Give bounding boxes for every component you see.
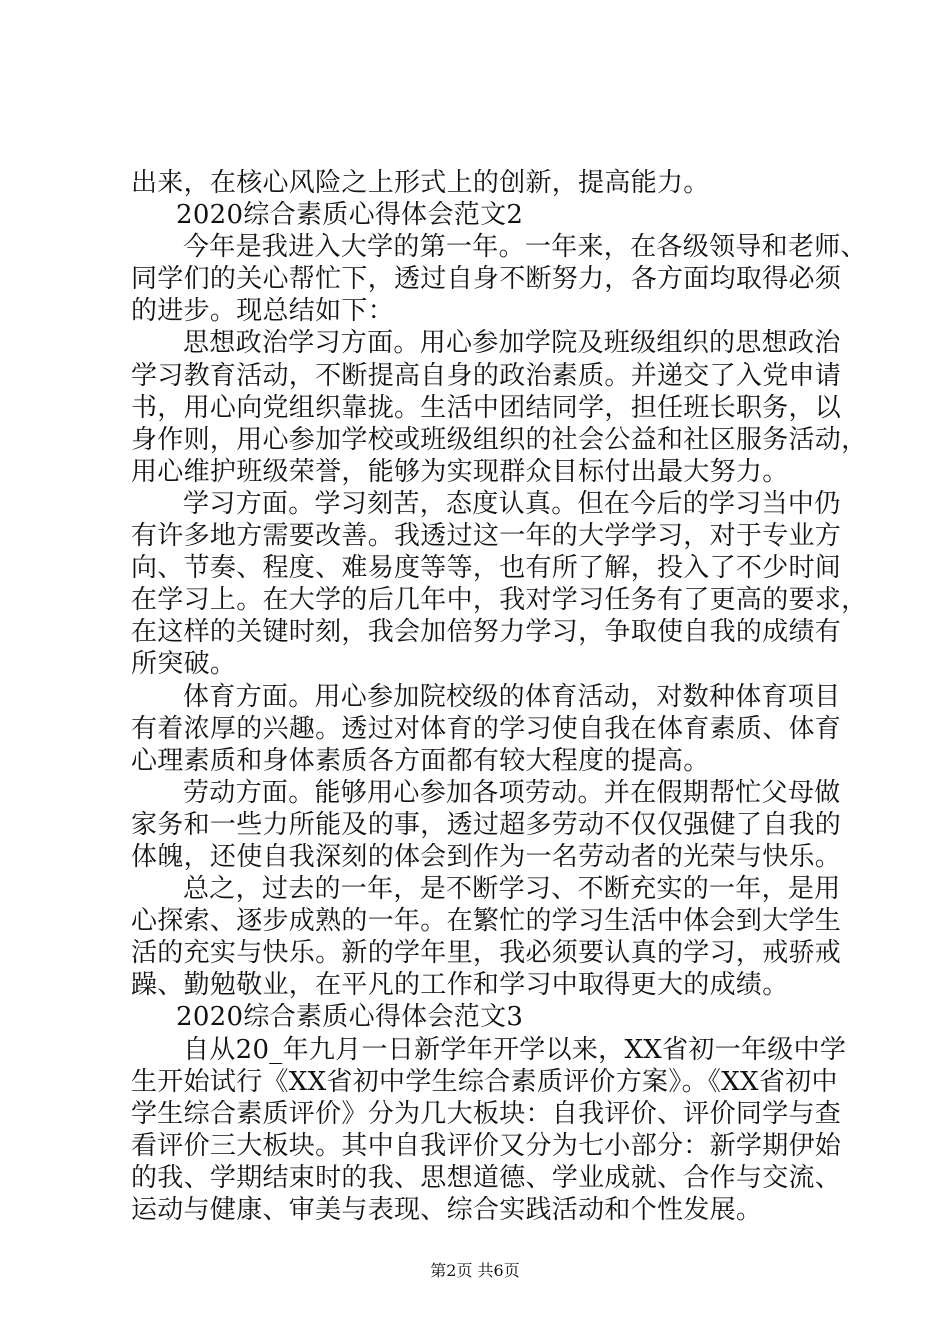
text-line: 运动与健康、审美与表现、综合实践活动和个性发展。 [131, 1195, 763, 1225]
text-line: 学习方面。学习刻苦，态度认真。但在今后的学习当中仍 [183, 488, 841, 519]
text-line: 体魄，还使自我深刻的体会到作为一名劳动者的光荣与快乐。 [131, 841, 842, 872]
text-line: 总之，过去的一年，是不断学习、不断充实的一年，是用 [183, 874, 841, 905]
text-line: 同学们的关心帮忙下，透过自身不断努力，各方面均取得必须 [131, 264, 842, 295]
section-heading: 2020综合素质心得体会范文3 [176, 1002, 524, 1033]
text-line: 身作则，用心参加学校或班级组织的社会公益和社区服务活动， [131, 424, 868, 455]
text-line: 学生综合素质评价》分为几大板块：自我评价、评价同学与查 [131, 1098, 842, 1129]
text-line: 有着浓厚的兴趣。透过对体育的学习使自我在体育素质、体育 [131, 713, 842, 744]
text-line: 所突破。 [131, 649, 237, 680]
text-line: 书，用心向党组织靠拢。生活中团结同学，担任班长职务，以 [131, 392, 842, 423]
text-line: 家务和一些力所能及的事，透过超多劳动不仅仅强健了自我的 [131, 809, 842, 840]
text-line: 躁、勤勉敬业，在平凡的工作和学习中取得更大的成绩。 [131, 970, 789, 1001]
text-line: 有许多地方需要改善。我透过这一年的大学学习，对于专业方 [131, 521, 842, 552]
text-line: 体育方面。用心参加院校级的体育活动，对数种体育项目 [183, 681, 841, 712]
page-number-footer: 第2页 共6页 [430, 1261, 520, 1280]
text-line: 活的充实与快乐。新的学年里，我必须要认真的学习，戒骄戒 [131, 938, 842, 969]
text-line: 用心维护班级荣誉，能够为实现群众目标付出最大努力。 [131, 456, 789, 487]
text-line: 生开始试行《XX省初中学生综合素质评价方案》。《XX省初中 [131, 1066, 838, 1097]
text-line: 的进步。现总结如下： [131, 296, 395, 327]
section-heading: 2020综合素质心得体会范文2 [176, 200, 524, 231]
text-line: 在学习上。在大学的后几年中，我对学习任务有了更高的要求， [131, 585, 868, 616]
text-line: 学习教育活动，不断提高自身的政治素质。并递交了入党申请 [131, 360, 842, 391]
text-line: 出来，在核心风险之上形式上的创新，提高能力。 [131, 168, 710, 198]
text-line: 心探索、逐步成熟的一年。在繁忙的学习生活中体会到大学生 [131, 906, 842, 937]
text-line: 思想政治学习方面。用心参加学院及班级组织的思想政治 [183, 328, 841, 359]
text-line: 今年是我进入大学的第一年。一年来，在各级领导和老师、 [183, 232, 867, 263]
text-line: 的我、学期结束时的我、思想道德、学业成就、合作与交流、 [131, 1162, 842, 1193]
document-body [131, 167, 868, 1226]
text-line: 心理素质和身体素质各方面都有较大程度的提高。 [131, 745, 710, 776]
text-line: 自从20_年九月一日新学年开学以来，XX省初一年级中学 [183, 1034, 847, 1065]
text-line: 看评价三大板块。其中自我评价又分为七小部分：新学期伊始 [131, 1130, 842, 1161]
text-line: 向、节奏、程度、难易度等等，也有所了解，投入了不少时间 [131, 553, 842, 584]
text-line: 劳动方面。能够用心参加各项劳动。并在假期帮忙父母做 [183, 777, 841, 808]
text-line: 在这样的关键时刻，我会加倍努力学习，争取使自我的成绩有 [131, 617, 842, 648]
